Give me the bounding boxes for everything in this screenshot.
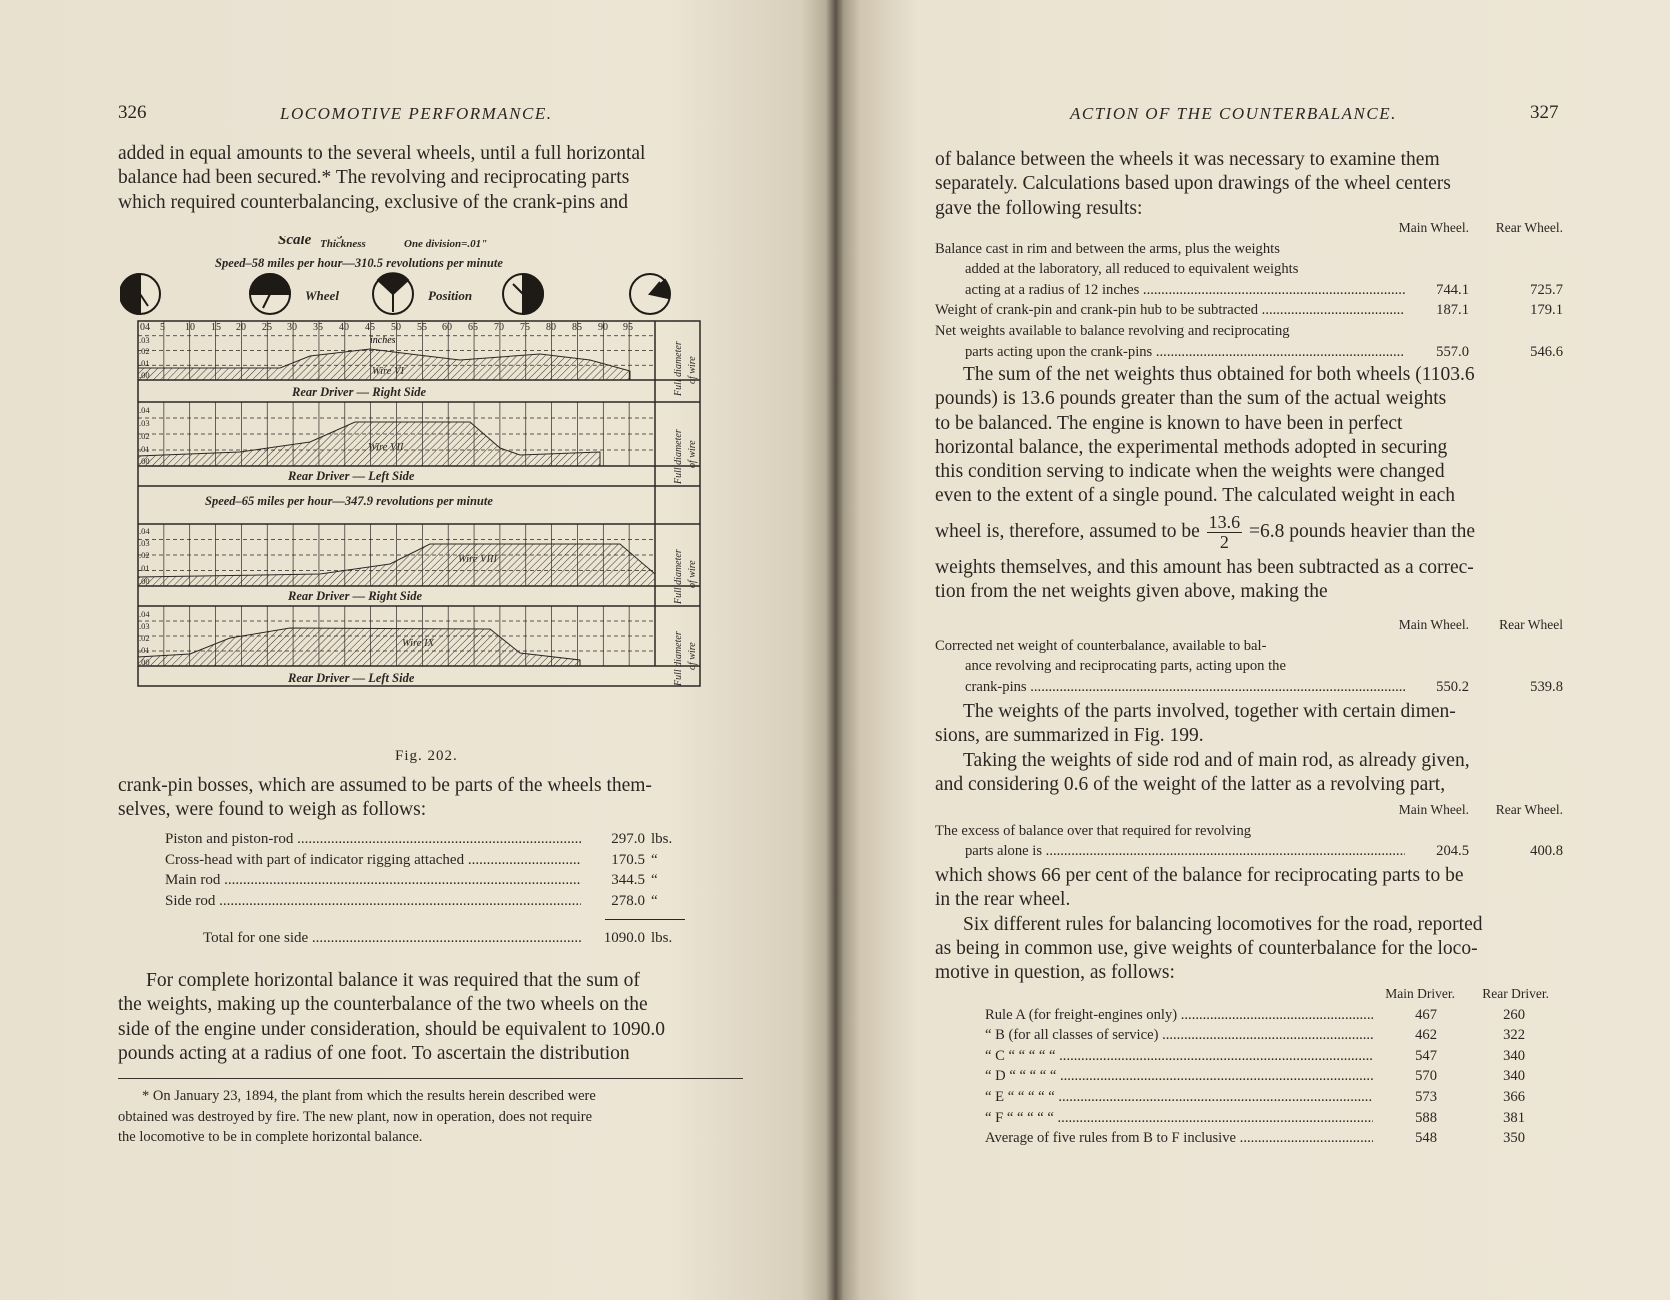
- rear-value: [1469, 821, 1563, 842]
- y-tick: .00: [139, 576, 150, 586]
- wheel-position-icon: [503, 274, 543, 314]
- fraction-line: [935, 513, 1563, 552]
- row-label: Balance cast in rim and between the arms, plus the weights: [935, 240, 1280, 257]
- y-tick: .04: [139, 526, 150, 536]
- text-line: The sum of the net weights thus obtained for both wheels (1103.6: [963, 364, 1475, 385]
- paragraph-rules: [935, 864, 1563, 985]
- table-row: [165, 891, 685, 912]
- weight-label: Main rod .....: [165, 870, 581, 891]
- x-tick: 80: [546, 322, 556, 333]
- table-row: [935, 841, 1563, 862]
- book-gutter: [826, 0, 844, 1300]
- wheel-position-icon: [630, 274, 670, 314]
- weight-value: 170.5: [611, 851, 645, 868]
- y-tick: .01: [139, 358, 150, 368]
- column-header: Main Wheel.: [1398, 802, 1469, 817]
- x-tick: 30: [287, 322, 297, 333]
- rear-value: 322: [1503, 1027, 1525, 1044]
- text-line: weights themselves, and this amount has been subtracted as a correc-: [935, 556, 1474, 578]
- x-tick: 40: [339, 322, 349, 333]
- side-label: Rear Driver — Right Side: [292, 385, 427, 399]
- y-tick: .01: [139, 563, 150, 573]
- text-line: of balance between the wheels it was necessary to examine them: [935, 149, 1440, 170]
- fraction: [1207, 513, 1243, 552]
- text-line: balance had been secured.* The revolving and reciprocating parts: [118, 167, 630, 189]
- rear-value: 340: [1503, 1068, 1525, 1085]
- table-header: [935, 800, 1563, 821]
- text-line: The weights of the parts involved, together with certain dimen-: [963, 701, 1456, 722]
- scale-thickness-division: One division=.01": [404, 238, 488, 250]
- weight-unit: “: [651, 851, 658, 868]
- table-row: [935, 280, 1563, 301]
- right-axis-label: of wire: [687, 560, 698, 588]
- row-label: crank-pins .....: [965, 677, 1405, 698]
- y-tick: .02: [139, 431, 150, 441]
- main-value: [1375, 656, 1469, 677]
- text-line: the locomotive to be in complete horizontal balance.: [118, 1129, 423, 1145]
- weight-value: 1090.0: [603, 930, 645, 946]
- table-row: [935, 677, 1563, 698]
- x-tick: 90: [598, 322, 608, 333]
- speed-label-2: Speed–65 miles per hour—347.9 revolutions per minute: [205, 494, 493, 508]
- table-row: [935, 636, 1563, 657]
- text-segment: =6.8 pounds heavier than the: [1249, 520, 1476, 542]
- side-label: Rear Driver — Left Side: [288, 671, 415, 685]
- x-tick: 60: [442, 322, 452, 333]
- text-line: For complete horizontal balance it was required that the sum of: [146, 970, 640, 991]
- x-tick: 50: [391, 322, 401, 333]
- table-row: [165, 870, 685, 891]
- table-header: [935, 218, 1563, 239]
- row-label: The excess of balance over that required for revolving: [935, 822, 1252, 839]
- right-axis-label: Full diameter: [673, 341, 684, 396]
- text-line: even to the extent of a single pound. The calculated weight in each: [935, 485, 1455, 507]
- y-tick: .00: [139, 370, 150, 380]
- text-line: * On January 23, 1894, the plant from which the results herein described were: [142, 1088, 596, 1104]
- rear-value: 539.8: [1530, 678, 1563, 695]
- text-line: the weights, making up the counterbalance of the two wheels on the: [118, 994, 648, 1016]
- weight-label: Cross-head with part of indicator rigging attached .....: [165, 850, 581, 871]
- excess-balance-table: [935, 800, 1563, 862]
- main-value: 204.5: [1436, 843, 1469, 860]
- weight-label: Side rod .....: [165, 891, 581, 912]
- table-row: [935, 821, 1563, 842]
- main-value: [1375, 636, 1469, 657]
- y-tick: .02: [139, 550, 150, 560]
- paragraph-intro: [118, 142, 705, 215]
- text-line: which shows 66 per cent of the balance for reciprocating parts to be: [935, 865, 1464, 886]
- y-tick: .01: [139, 444, 150, 454]
- column-header: Main Wheel.: [1398, 617, 1469, 632]
- running-head: ACTION OF THE COUNTERBALANCE.: [1070, 104, 1397, 123]
- rule-label: “ E “ “ “ “ “ .....: [985, 1087, 1373, 1108]
- wire-label: Wire VI: [372, 366, 404, 377]
- side-label: Rear Driver — Left Side: [288, 469, 415, 483]
- rear-value: 340: [1503, 1047, 1525, 1064]
- y-tick: .04: [139, 609, 150, 619]
- table-row-total: [165, 928, 685, 949]
- y-tick: .03: [139, 538, 150, 548]
- x-tick: 65: [468, 322, 478, 333]
- x-tick: 5: [160, 322, 165, 333]
- position-label: Position: [428, 288, 473, 303]
- wheel-position-icon: [373, 273, 413, 314]
- footnote-rule: [118, 1078, 743, 1079]
- table-row: [935, 321, 1563, 342]
- column-header: Main Wheel.: [1398, 220, 1469, 235]
- weight-value: 297.0: [611, 831, 645, 847]
- main-value: 744.1: [1436, 281, 1469, 298]
- table-row: [165, 829, 685, 850]
- right-axis-label: of wire: [687, 356, 698, 384]
- inches-label: inches: [370, 335, 396, 346]
- row-label: added at the laboratory, all reduced to equivalent weights: [965, 261, 1299, 278]
- speed-label-1: Speed–58 miles per hour—310.5 revolutions per minute: [215, 256, 503, 270]
- text-line: pounds) is 13.6 pounds greater than the sum of the actual weights: [935, 388, 1447, 410]
- right-axis-label: of wire: [687, 642, 698, 670]
- wheel-weights-table: [935, 218, 1563, 362]
- y-tick: .04: [139, 405, 150, 415]
- table-row: [985, 1046, 1565, 1067]
- right-axis-label: of wire: [687, 440, 698, 468]
- main-value: [1375, 821, 1469, 842]
- text-line: tion from the net weights given above, making the: [935, 581, 1328, 603]
- y-tick: .00: [139, 456, 150, 466]
- text-line: motive in question, as follows:: [935, 962, 1175, 984]
- text-line: side of the engine under consideration, should be equivalent to 1090.0: [118, 1018, 665, 1040]
- x-tick: 04: [140, 322, 150, 333]
- rear-value: [1469, 321, 1563, 342]
- rear-value: [1469, 636, 1563, 657]
- rear-value: 260: [1503, 1006, 1525, 1023]
- paragraph-distribution: [935, 148, 1563, 221]
- main-value: [1375, 239, 1469, 260]
- weight-value: 344.5: [611, 872, 645, 888]
- weight-value: 278.0: [611, 892, 645, 909]
- rule-label: Average of five rules from B to F inclusive .....: [985, 1128, 1373, 1149]
- table-row: [935, 239, 1563, 260]
- row-label: Corrected net weight of counterbalance, available to bal-: [935, 637, 1267, 654]
- wheel-position-icon: [250, 274, 290, 314]
- row-label: acting at a radius of 12 inches .....: [965, 280, 1405, 301]
- right-page: [835, 0, 1670, 1300]
- wheel-position-icon: [120, 274, 160, 314]
- row-label: Net weights available to balance revolving and reciprocating: [935, 322, 1290, 339]
- right-axis-label: Full diameter: [673, 631, 684, 686]
- table-row: [165, 850, 685, 871]
- weight-unit: “: [651, 872, 658, 888]
- y-tick: .03: [139, 621, 150, 631]
- main-value: 462: [1415, 1027, 1437, 1044]
- table-header: [935, 615, 1563, 636]
- row-label: parts acting upon the crank-pins .....: [965, 342, 1405, 363]
- wire-diagram: [120, 236, 752, 734]
- weight-label: Piston and piston-rod .....: [165, 829, 581, 850]
- x-tick: 55: [417, 322, 427, 333]
- column-header: Rear Driver.: [1482, 986, 1549, 1001]
- x-tick: 95: [623, 322, 633, 333]
- rule-label: Rule A (for freight-engines only) .....: [985, 1005, 1373, 1026]
- text-line: separately. Calculations based upon drawings of the wheel centers: [935, 173, 1451, 195]
- denominator: 2: [1219, 531, 1229, 552]
- table-header: [985, 984, 1565, 1005]
- scale-label: Scale: [278, 236, 312, 248]
- column-header: Rear Wheel.: [1495, 802, 1563, 817]
- rear-value: [1469, 239, 1563, 260]
- table-row: [935, 259, 1563, 280]
- text-line: gave the following results:: [935, 197, 1143, 219]
- figure-caption: Fig. 202.: [395, 748, 458, 764]
- rear-value: [1469, 656, 1563, 677]
- paragraph-net-weights: [935, 363, 1563, 604]
- right-axis-label: Full diameter: [673, 549, 684, 604]
- text-line: and considering 0.6 of the weight of the latter as a revolving part,: [935, 773, 1446, 795]
- row-label: ance revolving and reciprocating parts, acting upon the: [965, 658, 1286, 675]
- table-row: [935, 342, 1563, 363]
- text-line: to be balanced. The engine is known to have been in perfect: [935, 412, 1403, 434]
- text-line: in the rear wheel.: [935, 889, 1071, 911]
- text-line: pounds acting at a radius of one foot. To ascertain the distribution: [118, 1042, 630, 1064]
- main-value: 557.0: [1436, 343, 1469, 360]
- row-label: parts alone is .....: [965, 841, 1405, 862]
- main-value: 570: [1415, 1068, 1437, 1085]
- y-tick: .02: [139, 346, 150, 356]
- running-head: LOCOMOTIVE PERFORMANCE.: [280, 104, 553, 123]
- x-tick: 85: [572, 322, 582, 333]
- figure-202: [120, 236, 752, 734]
- wire-label: Wire VII: [368, 442, 404, 453]
- x-tick: 10: [185, 322, 195, 333]
- table-row: [985, 1005, 1565, 1026]
- rear-value: 381: [1503, 1109, 1525, 1126]
- main-value: 548: [1415, 1130, 1437, 1147]
- table-row: [985, 1087, 1565, 1108]
- main-value: 550.2: [1436, 678, 1469, 695]
- weight-unit: lbs.: [651, 831, 673, 847]
- rear-value: [1469, 259, 1563, 280]
- text-line: crank-pin bosses, which are assumed to be parts of the wheels them-: [118, 775, 652, 796]
- text-line: which required counterbalancing, exclusive of the crank-pins and: [118, 191, 629, 213]
- x-tick: 70: [494, 322, 504, 333]
- row-label: Weight of crank-pin and crank-pin hub to be subtracted .....: [935, 300, 1405, 321]
- wire-label: Wire VIII: [458, 554, 497, 565]
- text-line: as being in common use, give weights of counterbalance for the loco-: [935, 937, 1478, 959]
- main-value: 187.1: [1436, 302, 1469, 319]
- paragraph-horizontal-balance: [118, 969, 705, 1066]
- corrected-weights-table: [935, 615, 1563, 697]
- rear-value: 179.1: [1530, 302, 1563, 319]
- table-row: [985, 1025, 1565, 1046]
- x-tick: 75: [520, 322, 530, 333]
- rear-value: 725.7: [1530, 281, 1563, 298]
- main-value: 588: [1415, 1109, 1437, 1126]
- y-tick: .00: [139, 657, 150, 667]
- y-tick: .01: [139, 645, 150, 655]
- weight-label: Total for one side .....: [203, 928, 581, 949]
- weights-table: [165, 829, 685, 949]
- x-tick: 45: [365, 322, 375, 333]
- x-tick: 35: [313, 322, 323, 333]
- main-value: 573: [1415, 1088, 1437, 1105]
- footnote: [118, 1086, 743, 1148]
- table-row: [985, 1128, 1565, 1149]
- paragraph-crank-pin: [118, 774, 705, 823]
- column-header: Rear Wheel.: [1495, 220, 1563, 235]
- y-tick: .03: [139, 418, 150, 428]
- main-value: [1375, 259, 1469, 280]
- wheel-position-icons: [120, 273, 670, 314]
- text-line: added in equal amounts to the several wheels, until a full horizontal: [118, 143, 646, 164]
- column-header: Rear Wheel: [1499, 617, 1563, 632]
- rule-label: “ C “ “ “ “ “ .....: [985, 1046, 1373, 1067]
- text-segment: wheel is, therefore, assumed to be: [935, 520, 1200, 542]
- wire-label: Wire IX: [402, 638, 434, 649]
- wheel-label: Wheel: [305, 288, 339, 303]
- rule-label: “ D “ “ “ “ “ .....: [985, 1066, 1373, 1087]
- weight-unit: “: [651, 892, 658, 909]
- y-tick: .02: [139, 633, 150, 643]
- rear-value: 366: [1503, 1088, 1525, 1105]
- x-tick: 25: [262, 322, 272, 333]
- table-row: [935, 656, 1563, 677]
- weight-unit: lbs.: [651, 930, 673, 946]
- total-rule: [605, 919, 685, 920]
- rule-label: “ F “ “ “ “ “ .....: [985, 1108, 1373, 1129]
- text-line: horizontal balance, the experimental methods adopted in securing: [935, 436, 1448, 458]
- text-line: obtained was destroyed by fire. The new plant, now in operation, does not require: [118, 1108, 593, 1125]
- right-axis-label: Full diameter: [673, 429, 684, 484]
- rear-value: 546.6: [1530, 343, 1563, 360]
- table-row: [935, 300, 1563, 321]
- table-row: [985, 1066, 1565, 1087]
- rear-value: 400.8: [1530, 843, 1563, 860]
- text-line: Taking the weights of side rod and of main rod, as already given,: [963, 749, 1470, 771]
- balancing-rules-table: [985, 984, 1565, 1149]
- scale-thickness: Thickness: [320, 238, 366, 250]
- rear-value: 350: [1503, 1130, 1525, 1147]
- rule-label: “ B (for all classes of service) .....: [985, 1025, 1373, 1046]
- paragraph-parts-involved: [935, 700, 1563, 797]
- side-label: Rear Driver — Right Side: [288, 589, 423, 603]
- numerator: 13.6: [1208, 511, 1241, 532]
- main-value: [1375, 321, 1469, 342]
- page-number: 326: [118, 102, 147, 123]
- y-tick: .03: [139, 335, 150, 345]
- text-line: this condition serving to indicate when the weights were changed: [935, 461, 1445, 483]
- text-line: selves, were found to weigh as follows:: [118, 799, 427, 821]
- main-value: 467: [1415, 1006, 1437, 1023]
- page-number: 327: [1530, 102, 1559, 123]
- text-line: Six different rules for balancing locomotives for the road, reported: [963, 913, 1483, 935]
- x-axis-ticks: [140, 322, 633, 333]
- text-line: sions, are summarized in Fig. 199.: [935, 725, 1204, 747]
- table-row: [985, 1108, 1565, 1129]
- x-tick: 20: [236, 322, 246, 333]
- column-header: Main Driver.: [1385, 986, 1455, 1001]
- x-tick: 15: [211, 322, 221, 333]
- main-value: 547: [1415, 1047, 1437, 1064]
